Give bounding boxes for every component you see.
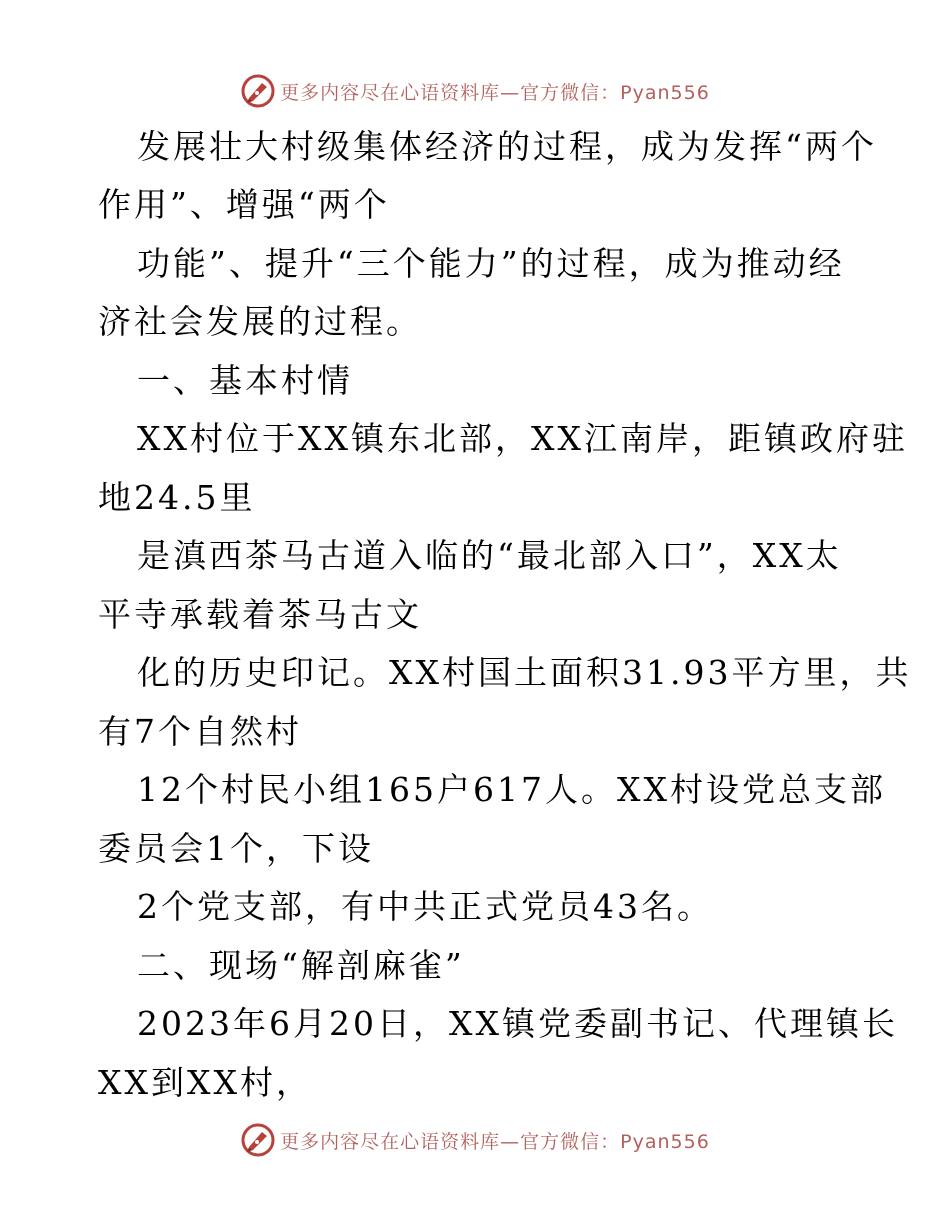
body-line: 委员会1个，下设 xyxy=(98,829,374,868)
footer-watermark-text: 更多内容尽在心语资料库—官方微信：Pyan556 xyxy=(280,1130,710,1153)
body-line: 地24.5里 xyxy=(98,478,256,517)
header-watermark-text: 更多内容尽在心语资料库—官方微信：Pyan556 xyxy=(280,81,710,104)
body-line: XX到XX村， xyxy=(98,1063,312,1102)
body-line: 作用”、增强“两个 xyxy=(98,185,390,224)
body-line: 12个村民小组165户617人。XX村设党总支部 xyxy=(137,770,886,809)
section-heading: 二、现场“解剖麻雀” xyxy=(137,946,465,985)
body-line: 是滇西茶马古道入临的“最北部入口”，XX太 xyxy=(137,536,842,575)
body-line: 有7个自然村 xyxy=(98,712,302,751)
body-line: 2023年6月20日，XX镇党委副书记、代理镇长 xyxy=(137,1004,898,1043)
body-line: XX村位于XX镇东北部，XX江南岸，距镇政府驻 xyxy=(137,419,908,458)
body-line: 功能”、提升“三个能力”的过程，成为推动经 xyxy=(137,244,845,283)
body-line: 平寺承载着茶马古文 xyxy=(98,595,422,634)
footer-watermark xyxy=(0,1120,950,1160)
body-line: 济社会发展的过程。 xyxy=(98,302,422,341)
body-line: 2个党支部，有中共正式党员43名。 xyxy=(137,887,713,926)
body-line: 化的历史印记。XX村国土面积31.93平方里，共 xyxy=(137,653,912,692)
pen-nib-icon xyxy=(240,1122,276,1158)
section-heading: 一、基本村情 xyxy=(137,361,353,400)
body-line: 发展壮大村级集体经济的过程，成为发挥“两个 xyxy=(137,127,877,166)
